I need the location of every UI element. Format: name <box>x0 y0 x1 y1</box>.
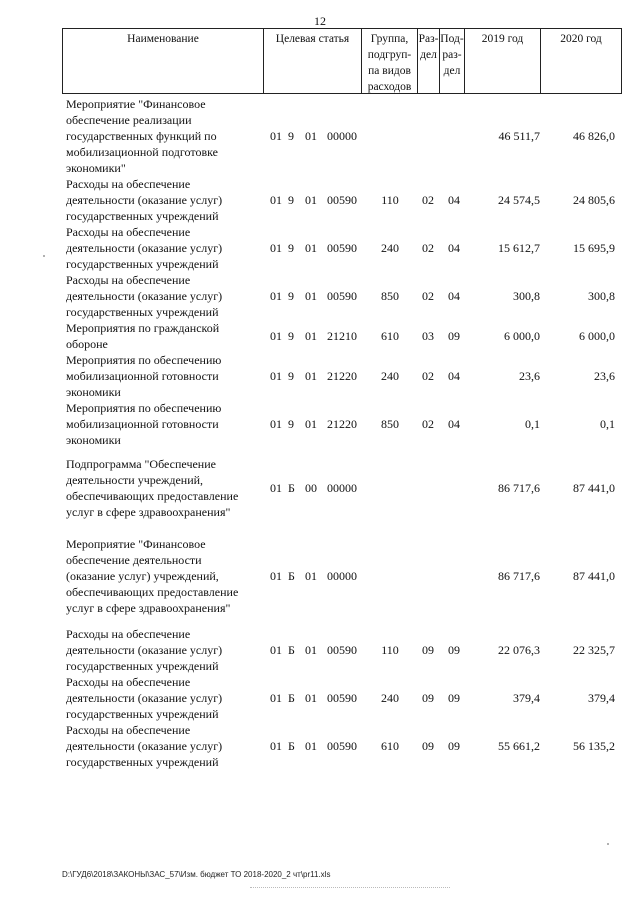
header-podrazdel <box>440 29 465 93</box>
row-name: Мероприятие "Финансовое обеспечение реализации государственных функций по мобилизационной подготовке экономики" <box>66 97 218 175</box>
row-group: 240 <box>381 691 399 705</box>
row-c1: 01 <box>270 643 282 657</box>
header-group <box>362 29 418 93</box>
header-2020-label: 2020 год <box>560 33 602 45</box>
row-group: 110 <box>381 643 399 657</box>
row-2019: 23,6 <box>519 369 540 383</box>
row-c4: 00590 <box>327 241 357 255</box>
row-podrazdel: 09 <box>448 691 460 705</box>
row-2020: 6 000,0 <box>579 329 615 343</box>
row-name: Расходы на обеспечение деятельности (оказание услуг) государственных учреждений <box>66 273 223 319</box>
row-c4: 21210 <box>327 329 357 343</box>
row-c1: 01 <box>270 691 282 705</box>
row-group: 610 <box>381 329 399 343</box>
row-2020: 300,8 <box>588 289 615 303</box>
row-c3: 00 <box>305 481 317 495</box>
row-podrazdel: 09 <box>448 739 460 753</box>
row-c2: Б <box>288 643 295 657</box>
header-name-label: Наименование <box>127 33 199 45</box>
row-razdel: 02 <box>422 193 434 207</box>
row-c4: 00590 <box>327 739 357 753</box>
row-c2: 9 <box>288 369 294 383</box>
row-2020: 379,4 <box>588 691 615 705</box>
row-podrazdel: 04 <box>448 241 460 255</box>
row-group: 110 <box>381 193 399 207</box>
row-razdel: 03 <box>422 329 434 343</box>
row-c1: 01 <box>270 417 282 431</box>
row-podrazdel: 04 <box>448 193 460 207</box>
row-2019: 86 717,6 <box>498 569 540 583</box>
header-target <box>264 29 362 93</box>
row-name: Расходы на обеспечение деятельности (оказание услуг) государственных учреждений <box>66 177 223 223</box>
row-c3: 01 <box>305 241 317 255</box>
row-razdel: 02 <box>422 417 434 431</box>
row-c3: 01 <box>305 329 317 343</box>
row-c4: 00590 <box>327 691 357 705</box>
row-group: 240 <box>381 369 399 383</box>
row-c2: Б <box>288 481 295 495</box>
row-2020: 56 135,2 <box>573 739 615 753</box>
row-c4: 00590 <box>327 193 357 207</box>
row-c3: 01 <box>305 193 317 207</box>
row-2020: 22 325,7 <box>573 643 615 657</box>
row-c1: 01 <box>270 241 282 255</box>
row-razdel: 09 <box>422 739 434 753</box>
header-target-label: Целевая статья <box>275 33 350 45</box>
row-podrazdel: 04 <box>448 369 460 383</box>
row-name: Расходы на обеспечение деятельности (оказание услуг) государственных учреждений <box>66 627 223 673</box>
row-c2: 9 <box>288 417 294 431</box>
row-2020: 24 805,6 <box>573 193 615 207</box>
row-2019: 55 661,2 <box>498 739 540 753</box>
row-group: 850 <box>381 289 399 303</box>
row-c4: 00000 <box>327 129 357 143</box>
row-2019: 22 076,3 <box>498 643 540 657</box>
scan-speck <box>607 843 609 845</box>
row-c3: 01 <box>305 129 317 143</box>
file-path-footer: D:\ГУД6\2018\ЗАКОНЫ\ЗАС_57\Изм. бюджет ТО 2018-2020_2 чт\pr11.xls <box>62 870 331 879</box>
row-c3: 01 <box>305 569 317 583</box>
row-c3: 01 <box>305 739 317 753</box>
row-group: 610 <box>381 739 399 753</box>
row-name: Мероприятие "Финансовое обеспечение деятельности (оказание услуг) учреждений, обеспечивающих предоставление услуг в сфере здравоохранения" <box>66 537 239 615</box>
row-2019: 6 000,0 <box>504 329 540 343</box>
row-c2: 9 <box>288 241 294 255</box>
row-group: 850 <box>381 417 399 431</box>
row-podrazdel: 04 <box>448 417 460 431</box>
row-name: Расходы на обеспечение деятельности (оказание услуг) государственных учреждений <box>66 675 223 721</box>
row-2020: 46 826,0 <box>573 129 615 143</box>
row-c2: Б <box>288 691 295 705</box>
row-c2: Б <box>288 569 295 583</box>
page-number: 12 <box>314 14 326 28</box>
row-2020: 87 441,0 <box>573 481 615 495</box>
row-2020: 87 441,0 <box>573 569 615 583</box>
row-c2: Б <box>288 739 295 753</box>
row-name: Расходы на обеспечение деятельности (оказание услуг) государственных учреждений <box>66 723 223 769</box>
row-c3: 01 <box>305 417 317 431</box>
row-2020: 0,1 <box>600 417 615 431</box>
row-2020: 15 695,9 <box>573 241 615 255</box>
row-razdel: 09 <box>422 643 434 657</box>
row-name: Мероприятия по обеспечению мобилизационной готовности экономики <box>66 353 222 399</box>
row-2019: 24 574,5 <box>498 193 540 207</box>
row-2019: 379,4 <box>513 691 540 705</box>
row-2019: 0,1 <box>525 417 540 431</box>
table-header <box>62 28 622 94</box>
row-c4: 00000 <box>327 481 357 495</box>
row-name: Расходы на обеспечение деятельности (оказание услуг) государственных учреждений <box>66 225 223 271</box>
row-c1: 01 <box>270 481 282 495</box>
row-c1: 01 <box>270 369 282 383</box>
row-2019: 15 612,7 <box>498 241 540 255</box>
row-group: 240 <box>381 241 399 255</box>
row-name: Мероприятия по гражданской обороне <box>66 321 220 351</box>
row-c3: 01 <box>305 691 317 705</box>
row-c4: 21220 <box>327 369 357 383</box>
header-2019-label: 2019 год <box>481 33 524 45</box>
row-c1: 01 <box>270 739 282 753</box>
row-c4: 00590 <box>327 643 357 657</box>
row-podrazdel: 04 <box>448 289 460 303</box>
row-razdel: 09 <box>422 691 434 705</box>
row-c3: 01 <box>305 643 317 657</box>
row-razdel: 02 <box>422 369 434 383</box>
scan-speck <box>43 255 45 257</box>
header-podrazdel-label: Под- раз- дел <box>440 33 464 77</box>
scan-artifact-line <box>250 887 450 889</box>
row-c1: 01 <box>270 569 282 583</box>
row-razdel: 02 <box>422 241 434 255</box>
row-c2: 9 <box>288 289 294 303</box>
header-group-label: Группа, подгруп- па видов расходов <box>367 33 412 93</box>
row-c3: 01 <box>305 369 317 383</box>
row-c3: 01 <box>305 289 317 303</box>
row-c2: 9 <box>288 329 294 343</box>
row-podrazdel: 09 <box>448 329 460 343</box>
row-c1: 01 <box>270 329 282 343</box>
header-razdel <box>418 29 440 93</box>
row-razdel: 02 <box>422 289 434 303</box>
row-c2: 9 <box>288 193 294 207</box>
row-c4: 21220 <box>327 417 357 431</box>
row-c1: 01 <box>270 193 282 207</box>
row-c2: 9 <box>288 129 294 143</box>
header-2020 <box>541 29 621 93</box>
header-2019 <box>465 29 541 93</box>
row-2019: 300,8 <box>513 289 540 303</box>
row-podrazdel: 09 <box>448 643 460 657</box>
row-name: Подпрограмма "Обеспечение деятельности учреждений, обеспечивающих предоставление услуг в сфере здравоохранения" <box>66 457 239 519</box>
row-c4: 00590 <box>327 289 357 303</box>
row-2019: 46 511,7 <box>498 129 540 143</box>
row-c1: 01 <box>270 289 282 303</box>
header-name <box>63 29 264 93</box>
row-c4: 00000 <box>327 569 357 583</box>
row-2019: 86 717,6 <box>498 481 540 495</box>
row-c1: 01 <box>270 129 282 143</box>
header-razdel-label: Раз- дел <box>418 33 439 61</box>
row-2020: 23,6 <box>594 369 615 383</box>
row-name: Мероприятия по обеспечению мобилизационной готовности экономики <box>66 401 222 447</box>
